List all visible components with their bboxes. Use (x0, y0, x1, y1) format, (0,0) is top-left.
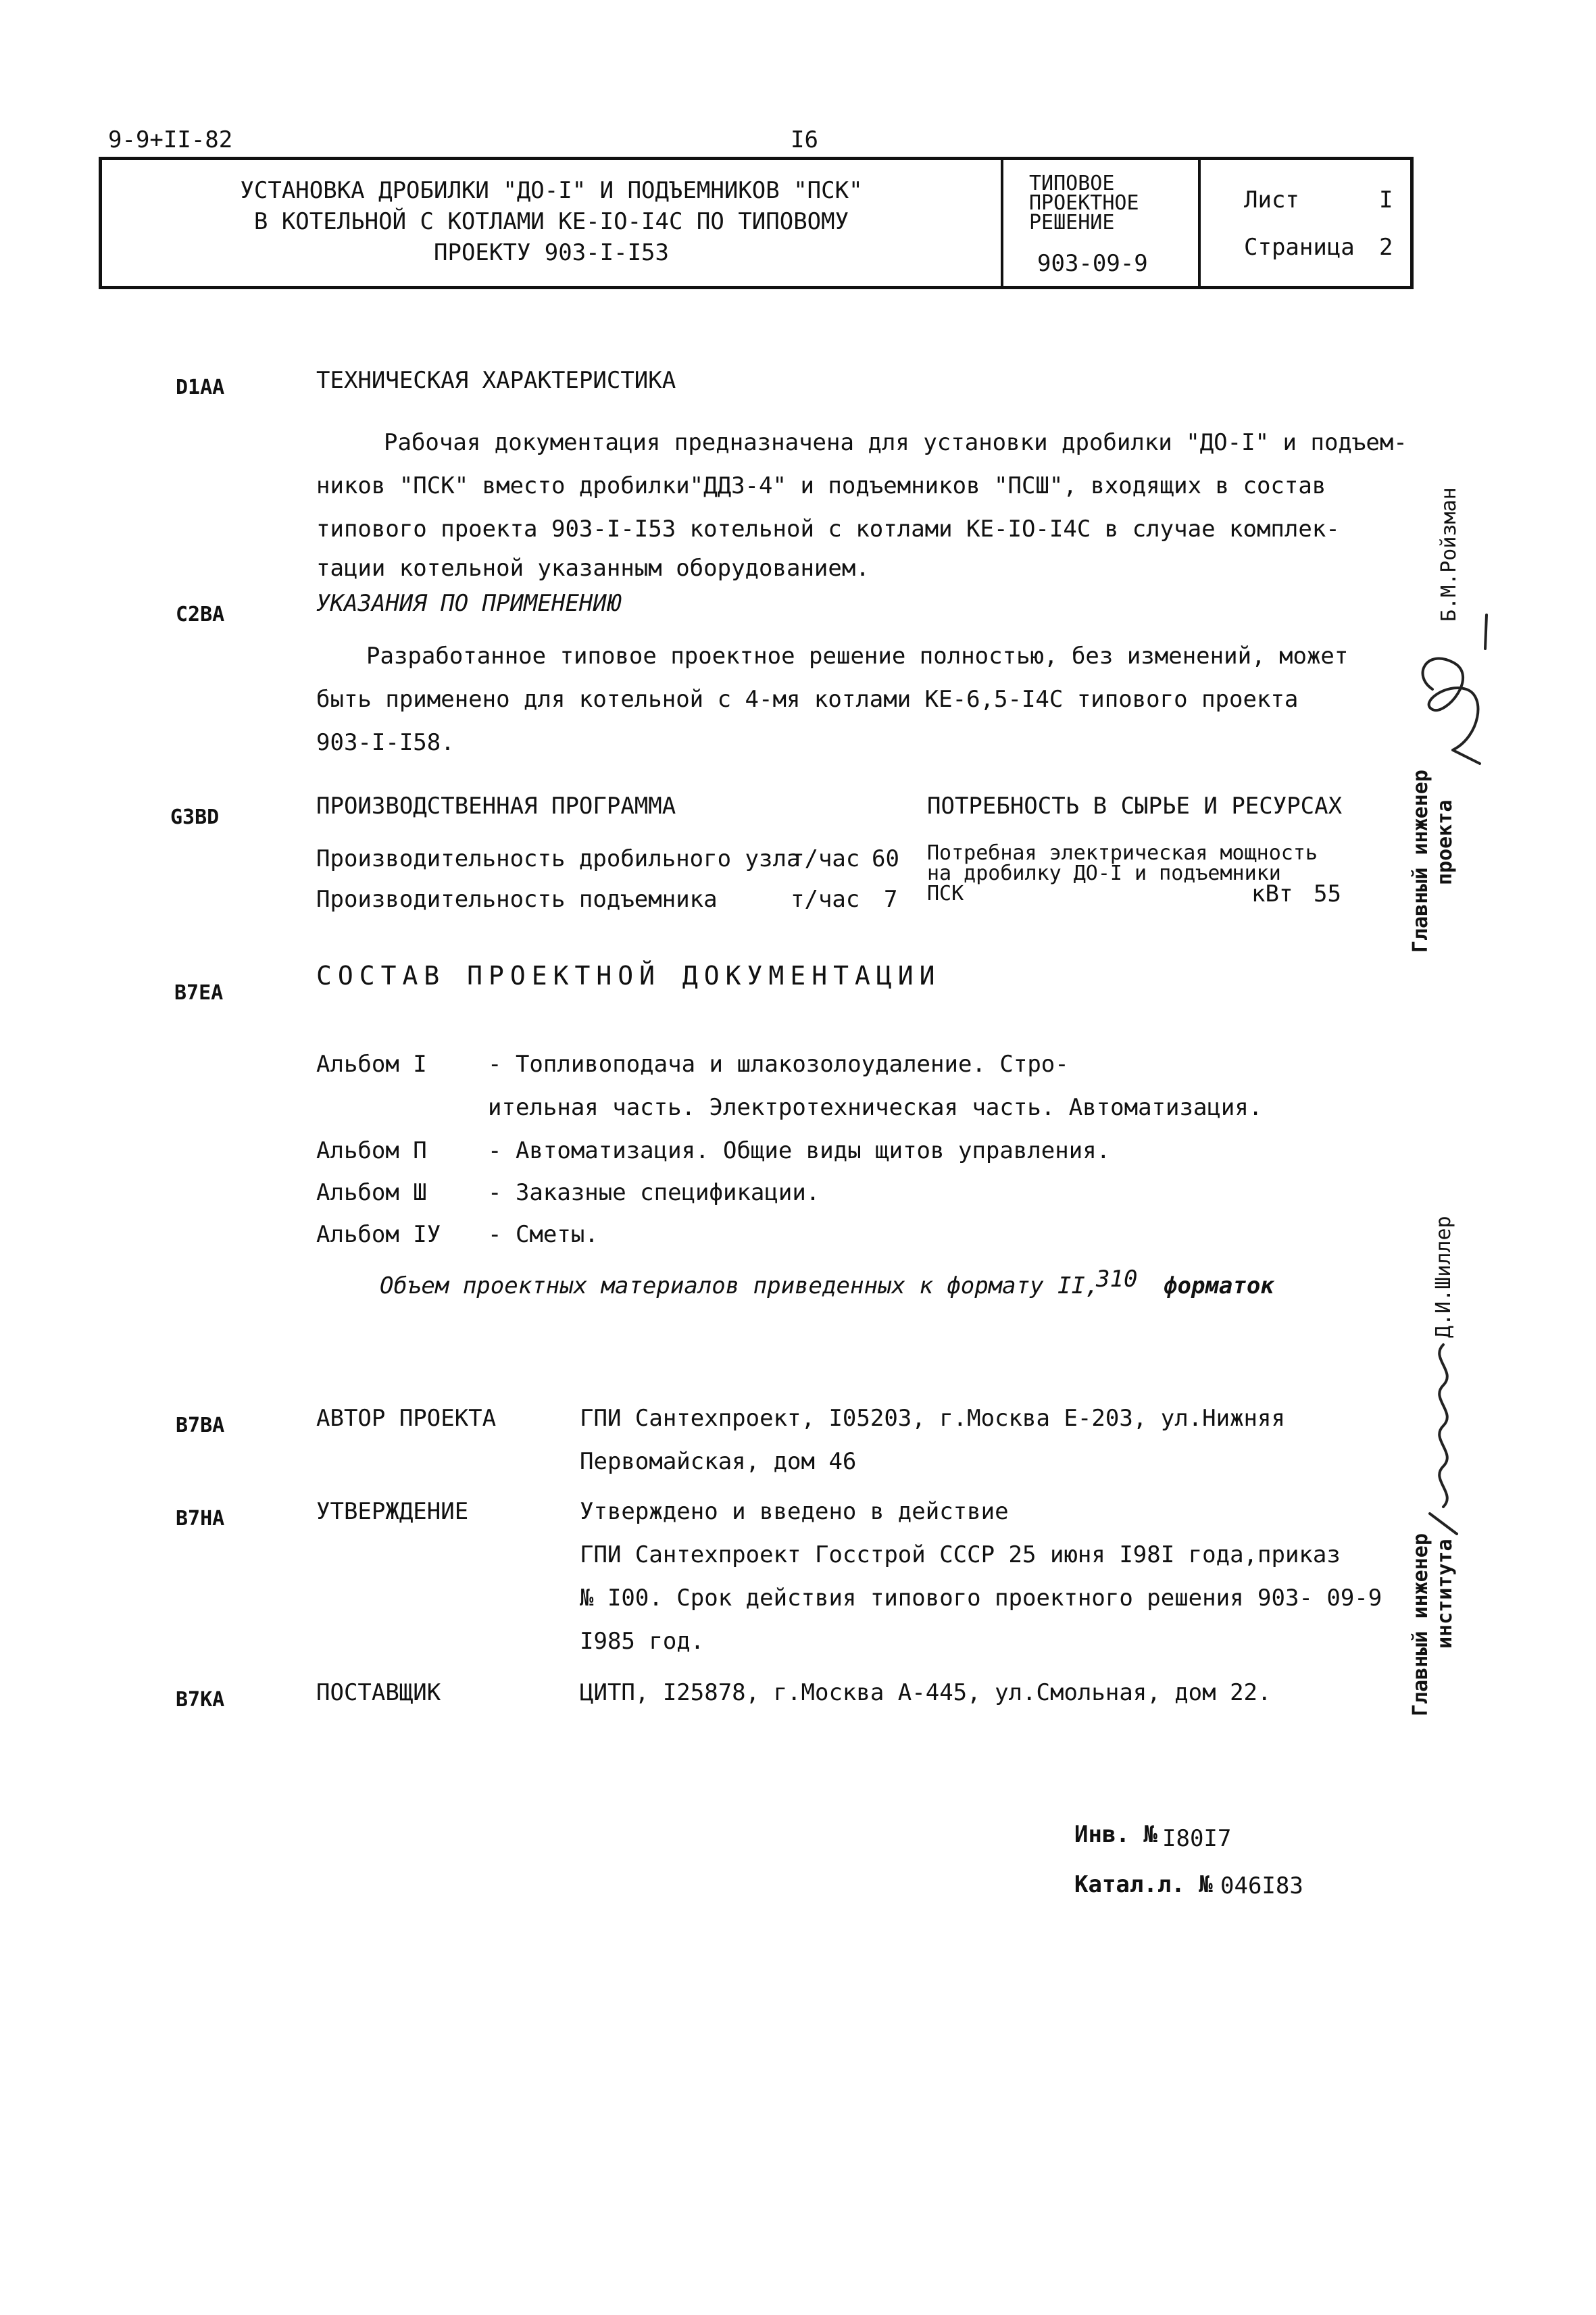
title-line: УСТАНОВКА ДРОБИЛКИ "ДО-I" И ПОДЪЕМНИКОВ "ПСК" (240, 177, 863, 204)
paragraph-line: Рабочая документация предназначена для установки дробилки "ДО-I" и подъем- (384, 429, 1407, 456)
resources-line: ПСК (927, 882, 964, 905)
signatory-title-line: института (1433, 1539, 1457, 1649)
resources-line: на дробилку ДО-I и подъемники (927, 862, 1281, 885)
signatory-name: Д.И.Шиллер (1432, 1216, 1455, 1338)
album-name: Альбом I (316, 1051, 427, 1078)
section-code: B7EA (174, 981, 224, 1005)
signatory-title-line: Главный инженер (1409, 1533, 1432, 1716)
catalog-label: Катал.л. № (1074, 1871, 1213, 1898)
section-title: УТВЕРЖДЕНИЕ (316, 1498, 469, 1525)
section-title: ТЕХНИЧЕСКАЯ ХАРАКТЕРИСТИКА (316, 367, 676, 394)
section-code: C2BA (176, 603, 225, 626)
document-title (102, 175, 1001, 268)
paragraph-line: ЦИТП, I25878, г.Москва А-445, ул.Смольная, дом 22. (580, 1679, 1272, 1706)
title-block-divider (1198, 160, 1201, 286)
section-code: B7HA (176, 1507, 225, 1530)
program-row-label: Производительность дробильного узла (316, 845, 801, 872)
title-line: В КОТЕЛЬНОЙ С КОТЛАМИ КЕ-IО-I4С ПО ТИПОВОМУ (253, 208, 849, 235)
section-code: B7KA (176, 1688, 225, 1712)
signature-project-icon (1405, 608, 1507, 770)
paragraph-line: Первомайская, дом 46 (580, 1448, 857, 1475)
inventory-value: I80I7 (1162, 1825, 1232, 1852)
section-title: АВТОР ПРОЕКТА (316, 1405, 497, 1432)
album-name: Альбом Ш (316, 1179, 427, 1206)
resources-title: ПОТРЕБНОСТЬ В СЫРЬЕ И РЕСУРСАХ (927, 793, 1343, 820)
section-code: G3BD (170, 805, 220, 829)
album-desc: - Заказные спецификации. (488, 1179, 820, 1206)
page-number: I6 (791, 126, 818, 153)
album-desc: ительная часть. Электротехническая часть. Автоматизация. (488, 1094, 1263, 1121)
document-code: 9-9+II-82 (108, 126, 233, 153)
type-line: ТИПОВОЕ (1029, 172, 1115, 195)
section-code: D1AA (176, 376, 225, 399)
solution-number: 903-09-9 (1037, 250, 1148, 277)
catalog-value: 046I83 (1220, 1872, 1303, 1899)
program-row-unit: т/час (791, 886, 860, 913)
signatory-name: Б.М.Ройзман (1437, 487, 1461, 622)
solution-type (1029, 174, 1139, 232)
paragraph-line: типового проекта 903-I-I53 котельной с котлами КЕ-IО-I4С в случае комплек- (316, 516, 1340, 543)
album-desc: - Топливоподача и шлакозолоудаление. Стро- (488, 1051, 1069, 1078)
sheet-label: Лист (1244, 186, 1299, 214)
paragraph-line: ников "ПСК" вместо дробилки"ДДЗ-4" и подъемников "ПСШ", входящих в состав (316, 472, 1326, 499)
section-code: B7BA (176, 1414, 225, 1437)
paragraph-line: ГПИ Сантехпроект Госстрой СССР 25 июня I98I года,приказ (580, 1541, 1341, 1568)
title-block-divider (1001, 160, 1003, 286)
album-name: Альбом IУ (316, 1221, 441, 1248)
volume-value: 310 (1096, 1266, 1138, 1293)
title-line: ПРОЕКТУ 903-I-I53 (434, 239, 669, 266)
signatory-title-line: проекта (1433, 799, 1457, 885)
inventory-label: Инв. № (1074, 1821, 1157, 1848)
album-name: Альбом П (316, 1137, 427, 1164)
program-row-label: Производительность подъемника (316, 886, 718, 913)
paragraph-line: Разработанное типовое проектное решение полностью, без изменений, может (366, 643, 1349, 670)
paragraph-line: Утверждено и введено в действие (580, 1498, 1009, 1525)
type-line: РЕШЕНИЕ (1029, 211, 1115, 234)
volume-text: Объем проектных материалов приведенных к формату II, (380, 1272, 1099, 1299)
paragraph-line: быть применено для котельной с 4-мя котлами КЕ-6,5-I4С типового проекта (316, 686, 1299, 713)
paragraph-line: ГПИ Сантехпроект, I05203, г.Москва Е-203, ул.Нижняя (580, 1405, 1285, 1432)
paragraph-line: 903-I-I58. (316, 729, 455, 756)
section-title: УКАЗАНИЯ ПО ПРИМЕНЕНИЮ (316, 590, 621, 617)
album-desc: - Сметы. (488, 1221, 599, 1248)
section-title: ПРОИЗВОДСТВЕННАЯ ПРОГРАММА (316, 793, 676, 820)
title-block (99, 157, 1414, 289)
program-row-value: 60 (872, 845, 899, 872)
section-title: ПОСТАВЩИК (316, 1679, 441, 1706)
resources-value: 55 (1314, 880, 1341, 907)
paragraph-line: тации котельной указанным оборудованием. (316, 555, 870, 582)
resources-line: Потребная электрическая мощность (927, 841, 1318, 865)
resources-unit: кВт (1251, 880, 1293, 907)
signature-institute-icon (1416, 1338, 1470, 1541)
paragraph-line: № I00. Срок действия типового проектного решения 903- 09-9 (580, 1585, 1382, 1612)
signatory-title-line: Главный инженер (1409, 770, 1432, 953)
sheet-value: I (1379, 186, 1393, 214)
program-row-unit: т/час (791, 845, 860, 872)
paragraph-line: I985 год. (580, 1628, 705, 1655)
program-row-value: 7 (884, 886, 898, 913)
page-value: 2 (1379, 234, 1393, 261)
volume-unit: форматок (1164, 1272, 1274, 1299)
page-label: Страница (1244, 234, 1355, 261)
type-line: ПРОЕКТНОЕ (1029, 191, 1139, 215)
section-title: СОСТАВ ПРОЕКТНОЙ ДОКУМЕНТАЦИИ (316, 961, 941, 991)
album-desc: - Автоматизация. Общие виды щитов управления. (488, 1137, 1111, 1164)
